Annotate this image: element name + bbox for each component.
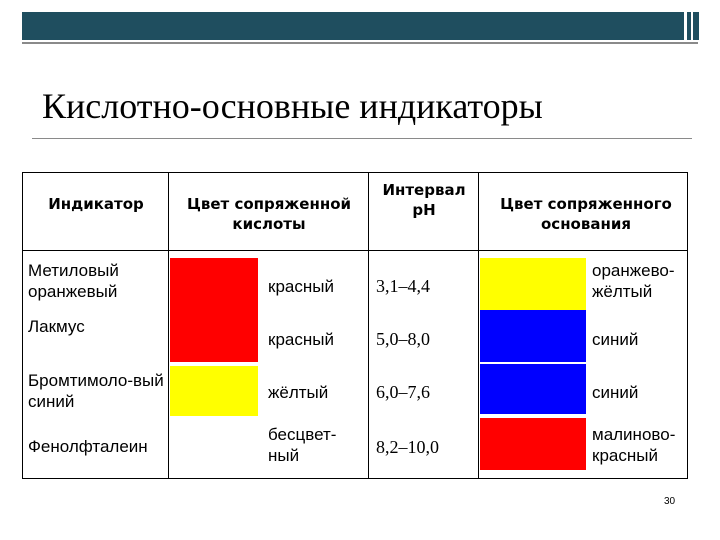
header-indicator: Индикатор	[48, 195, 144, 213]
col-divider-3	[478, 172, 479, 478]
row-3-acid-swatch	[170, 366, 258, 416]
row-1-ph: 3,1–4,4	[376, 276, 430, 296]
row-3-base-color: синий	[592, 383, 639, 402]
row-1-base-swatch	[480, 258, 586, 310]
table-border-left	[22, 172, 23, 478]
col-divider-1	[168, 172, 169, 478]
row-1-acid-color: красный	[268, 277, 334, 296]
top-bar-accent-2	[693, 12, 699, 40]
row-3-ph: 6,0–7,6	[376, 382, 430, 402]
header-acid-color: Цвет сопряженной кислоты	[186, 195, 352, 233]
row-4-indicator: Фенолфталеин	[28, 437, 148, 456]
header-base-color: Цвет сопряженного основания	[500, 195, 672, 233]
top-bar-accent-1	[687, 12, 691, 40]
title-divider	[32, 138, 692, 139]
row-2-acid-swatch	[170, 310, 258, 362]
indicator-table	[22, 172, 688, 478]
row-4-acid-swatch	[170, 418, 258, 470]
row-2-indicator: Лакмус	[28, 317, 85, 336]
page-number: 30	[664, 496, 676, 507]
top-bar-underline	[22, 42, 698, 44]
row-3-indicator: Бромтимоло-вый синий	[28, 371, 164, 411]
row-2-base-swatch	[480, 310, 586, 362]
row-4-acid-color: бесцвет-ный	[268, 425, 337, 465]
row-2-acid-color: красный	[268, 330, 334, 349]
row-2-base-color: синий	[592, 330, 639, 349]
slide-title: Кислотно-основные индикаторы	[42, 86, 543, 126]
top-bar-fill	[22, 12, 684, 40]
header-bottom-border	[22, 250, 688, 251]
row-1-base-color: оранжево-жёлтый	[592, 261, 675, 301]
row-1-acid-swatch	[170, 258, 258, 310]
row-3-base-swatch	[480, 364, 586, 414]
row-4-base-color: малиново-красный	[592, 425, 676, 465]
table-border-top	[22, 172, 688, 173]
table-border-bottom	[22, 478, 688, 479]
row-2-ph: 5,0–8,0	[376, 329, 430, 349]
header-ph-interval: Интервал pH	[382, 181, 466, 219]
row-3-acid-color: жёлтый	[268, 383, 329, 402]
col-divider-2	[368, 172, 369, 478]
top-decorative-bar	[22, 12, 698, 40]
table-border-right	[687, 172, 688, 478]
row-4-base-swatch	[480, 418, 586, 470]
row-1-indicator: Метиловый оранжевый	[28, 261, 119, 301]
row-4-ph: 8,2–10,0	[376, 437, 439, 457]
